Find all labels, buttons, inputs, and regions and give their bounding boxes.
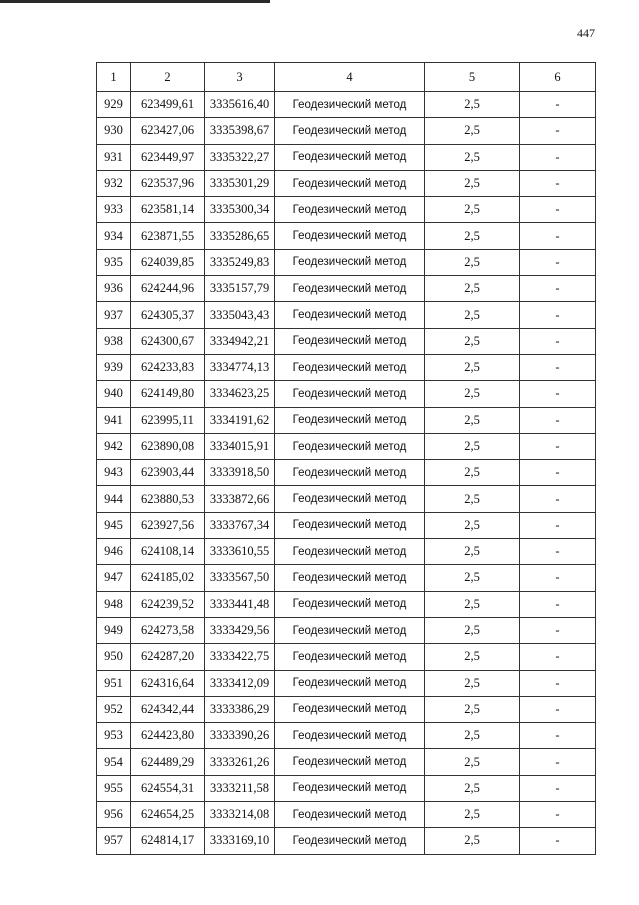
method-cell: Геодезический метод: [275, 486, 425, 512]
table-row: [97, 670, 596, 696]
y-coordinate-cell: 3335301,29: [205, 170, 275, 196]
accuracy-cell: 2,5: [425, 197, 520, 223]
method-cell: Геодезический метод: [275, 433, 425, 459]
x-coordinate-cell: 623449,97: [131, 144, 205, 170]
accuracy-cell: 2,5: [425, 644, 520, 670]
method-cell: Геодезический метод: [275, 92, 425, 118]
x-coordinate-cell: 624244,96: [131, 276, 205, 302]
accuracy-cell: 2,5: [425, 670, 520, 696]
table-header-row: [97, 63, 596, 92]
y-coordinate-cell: 3333918,50: [205, 460, 275, 486]
method-cell: Геодезический метод: [275, 591, 425, 617]
x-coordinate-cell: 624305,37: [131, 302, 205, 328]
point-number-cell: 942: [97, 433, 131, 459]
point-number-cell: 931: [97, 144, 131, 170]
note-cell: -: [520, 144, 596, 170]
table-row: [97, 249, 596, 275]
accuracy-cell: 2,5: [425, 775, 520, 801]
method-cell: Геодезический метод: [275, 460, 425, 486]
method-cell: Геодезический метод: [275, 223, 425, 249]
note-cell: -: [520, 197, 596, 223]
accuracy-cell: 2,5: [425, 486, 520, 512]
x-coordinate-cell: 624814,17: [131, 828, 205, 854]
point-number-cell: 956: [97, 802, 131, 828]
point-number-cell: 936: [97, 276, 131, 302]
column-header-6: 6: [520, 63, 596, 92]
method-cell: Геодезический метод: [275, 539, 425, 565]
point-number-cell: 943: [97, 460, 131, 486]
accuracy-cell: 2,5: [425, 249, 520, 275]
x-coordinate-cell: 624233,83: [131, 354, 205, 380]
note-cell: -: [520, 828, 596, 854]
x-coordinate-cell: 623427,06: [131, 118, 205, 144]
accuracy-cell: 2,5: [425, 696, 520, 722]
x-coordinate-cell: 623871,55: [131, 223, 205, 249]
note-cell: -: [520, 802, 596, 828]
method-cell: Геодезический метод: [275, 302, 425, 328]
method-cell: Геодезический метод: [275, 749, 425, 775]
table-row: [97, 539, 596, 565]
column-header-2: 2: [131, 63, 205, 92]
x-coordinate-cell: 623890,08: [131, 433, 205, 459]
table-row: [97, 328, 596, 354]
table-row: [97, 144, 596, 170]
table-row: [97, 381, 596, 407]
point-number-cell: 957: [97, 828, 131, 854]
table-row: [97, 644, 596, 670]
page-number: 447: [577, 26, 595, 40]
note-cell: -: [520, 696, 596, 722]
accuracy-cell: 2,5: [425, 512, 520, 538]
y-coordinate-cell: 3333211,58: [205, 775, 275, 801]
point-number-cell: 937: [97, 302, 131, 328]
method-cell: Геодезический метод: [275, 328, 425, 354]
note-cell: -: [520, 512, 596, 538]
table-row: [97, 223, 596, 249]
y-coordinate-cell: 3333767,34: [205, 512, 275, 538]
y-coordinate-cell: 3335249,83: [205, 249, 275, 275]
accuracy-cell: 2,5: [425, 723, 520, 749]
point-number-cell: 940: [97, 381, 131, 407]
y-coordinate-cell: 3334623,25: [205, 381, 275, 407]
method-cell: Геодезический метод: [275, 670, 425, 696]
x-coordinate-cell: 624300,67: [131, 328, 205, 354]
table-row: [97, 433, 596, 459]
point-number-cell: 950: [97, 644, 131, 670]
x-coordinate-cell: 624654,25: [131, 802, 205, 828]
x-coordinate-cell: 624316,64: [131, 670, 205, 696]
x-coordinate-cell: 624273,58: [131, 617, 205, 643]
accuracy-cell: 2,5: [425, 170, 520, 196]
table-row: [97, 775, 596, 801]
x-coordinate-cell: 623880,53: [131, 486, 205, 512]
y-coordinate-cell: 3335157,79: [205, 276, 275, 302]
point-number-cell: 933: [97, 197, 131, 223]
point-number-cell: 938: [97, 328, 131, 354]
point-number-cell: 945: [97, 512, 131, 538]
point-number-cell: 930: [97, 118, 131, 144]
x-coordinate-cell: 624185,02: [131, 565, 205, 591]
method-cell: Геодезический метод: [275, 723, 425, 749]
method-cell: Геодезический метод: [275, 802, 425, 828]
y-coordinate-cell: 3335043,43: [205, 302, 275, 328]
table-row: [97, 696, 596, 722]
note-cell: -: [520, 775, 596, 801]
column-header-3: 3: [205, 63, 275, 92]
accuracy-cell: 2,5: [425, 144, 520, 170]
point-number-cell: 947: [97, 565, 131, 591]
point-number-cell: 932: [97, 170, 131, 196]
x-coordinate-cell: 624039,85: [131, 249, 205, 275]
table-row: [97, 92, 596, 118]
method-cell: Геодезический метод: [275, 565, 425, 591]
coordinates-table: [96, 62, 596, 855]
note-cell: -: [520, 433, 596, 459]
x-coordinate-cell: 623903,44: [131, 460, 205, 486]
table-row: [97, 565, 596, 591]
x-coordinate-cell: 624423,80: [131, 723, 205, 749]
y-coordinate-cell: 3333872,66: [205, 486, 275, 512]
column-header-4: 4: [275, 63, 425, 92]
x-coordinate-cell: 623499,61: [131, 92, 205, 118]
point-number-cell: 934: [97, 223, 131, 249]
y-coordinate-cell: 3334942,21: [205, 328, 275, 354]
accuracy-cell: 2,5: [425, 539, 520, 565]
note-cell: -: [520, 170, 596, 196]
x-coordinate-cell: 623927,56: [131, 512, 205, 538]
x-coordinate-cell: 624489,29: [131, 749, 205, 775]
table-row: [97, 512, 596, 538]
x-coordinate-cell: 624342,44: [131, 696, 205, 722]
table-row: [97, 749, 596, 775]
note-cell: -: [520, 92, 596, 118]
y-coordinate-cell: 3333390,26: [205, 723, 275, 749]
note-cell: -: [520, 644, 596, 670]
point-number-cell: 953: [97, 723, 131, 749]
note-cell: -: [520, 118, 596, 144]
note-cell: -: [520, 591, 596, 617]
point-number-cell: 954: [97, 749, 131, 775]
accuracy-cell: 2,5: [425, 118, 520, 144]
top-rule: [0, 0, 270, 3]
accuracy-cell: 2,5: [425, 354, 520, 380]
note-cell: -: [520, 617, 596, 643]
accuracy-cell: 2,5: [425, 460, 520, 486]
y-coordinate-cell: 3335300,34: [205, 197, 275, 223]
method-cell: Геодезический метод: [275, 144, 425, 170]
table-row: [97, 723, 596, 749]
table-row: [97, 302, 596, 328]
table-row: [97, 118, 596, 144]
note-cell: -: [520, 302, 596, 328]
y-coordinate-cell: 3335398,67: [205, 118, 275, 144]
y-coordinate-cell: 3333567,50: [205, 565, 275, 591]
y-coordinate-cell: 3335616,40: [205, 92, 275, 118]
table-row: [97, 170, 596, 196]
note-cell: -: [520, 723, 596, 749]
accuracy-cell: 2,5: [425, 433, 520, 459]
note-cell: -: [520, 407, 596, 433]
accuracy-cell: 2,5: [425, 749, 520, 775]
method-cell: Геодезический метод: [275, 617, 425, 643]
note-cell: -: [520, 565, 596, 591]
y-coordinate-cell: 3333386,29: [205, 696, 275, 722]
y-coordinate-cell: 3333214,08: [205, 802, 275, 828]
accuracy-cell: 2,5: [425, 302, 520, 328]
x-coordinate-cell: 623537,96: [131, 170, 205, 196]
x-coordinate-cell: 624287,20: [131, 644, 205, 670]
note-cell: -: [520, 276, 596, 302]
table-row: [97, 486, 596, 512]
y-coordinate-cell: 3334191,62: [205, 407, 275, 433]
method-cell: Геодезический метод: [275, 197, 425, 223]
method-cell: Геодезический метод: [275, 354, 425, 380]
accuracy-cell: 2,5: [425, 565, 520, 591]
note-cell: -: [520, 354, 596, 380]
method-cell: Геодезический метод: [275, 512, 425, 538]
method-cell: Геодезический метод: [275, 276, 425, 302]
point-number-cell: 948: [97, 591, 131, 617]
note-cell: -: [520, 381, 596, 407]
method-cell: Геодезический метод: [275, 775, 425, 801]
method-cell: Геодезический метод: [275, 118, 425, 144]
accuracy-cell: 2,5: [425, 802, 520, 828]
accuracy-cell: 2,5: [425, 617, 520, 643]
y-coordinate-cell: 3335286,65: [205, 223, 275, 249]
y-coordinate-cell: 3333169,10: [205, 828, 275, 854]
note-cell: -: [520, 486, 596, 512]
table-body: [97, 92, 596, 855]
table-row: [97, 460, 596, 486]
x-coordinate-cell: 624149,80: [131, 381, 205, 407]
method-cell: Геодезический метод: [275, 407, 425, 433]
method-cell: Геодезический метод: [275, 249, 425, 275]
x-coordinate-cell: 624239,52: [131, 591, 205, 617]
x-coordinate-cell: 624108,14: [131, 539, 205, 565]
accuracy-cell: 2,5: [425, 407, 520, 433]
note-cell: -: [520, 328, 596, 354]
note-cell: -: [520, 223, 596, 249]
method-cell: Геодезический метод: [275, 644, 425, 670]
y-coordinate-cell: 3335322,27: [205, 144, 275, 170]
method-cell: Геодезический метод: [275, 696, 425, 722]
y-coordinate-cell: 3333261,26: [205, 749, 275, 775]
point-number-cell: 946: [97, 539, 131, 565]
point-number-cell: 939: [97, 354, 131, 380]
point-number-cell: 952: [97, 696, 131, 722]
y-coordinate-cell: 3333412,09: [205, 670, 275, 696]
column-header-1: 1: [97, 63, 131, 92]
point-number-cell: 949: [97, 617, 131, 643]
point-number-cell: 935: [97, 249, 131, 275]
accuracy-cell: 2,5: [425, 328, 520, 354]
accuracy-cell: 2,5: [425, 276, 520, 302]
column-header-5: 5: [425, 63, 520, 92]
point-number-cell: 944: [97, 486, 131, 512]
y-coordinate-cell: 3333422,75: [205, 644, 275, 670]
method-cell: Геодезический метод: [275, 828, 425, 854]
accuracy-cell: 2,5: [425, 591, 520, 617]
note-cell: -: [520, 249, 596, 275]
point-number-cell: 929: [97, 92, 131, 118]
accuracy-cell: 2,5: [425, 381, 520, 407]
accuracy-cell: 2,5: [425, 223, 520, 249]
point-number-cell: 951: [97, 670, 131, 696]
x-coordinate-cell: 624554,31: [131, 775, 205, 801]
x-coordinate-cell: 623581,14: [131, 197, 205, 223]
method-cell: Геодезический метод: [275, 170, 425, 196]
note-cell: -: [520, 749, 596, 775]
y-coordinate-cell: 3334015,91: [205, 433, 275, 459]
note-cell: -: [520, 539, 596, 565]
y-coordinate-cell: 3334774,13: [205, 354, 275, 380]
note-cell: -: [520, 460, 596, 486]
x-coordinate-cell: 623995,11: [131, 407, 205, 433]
point-number-cell: 941: [97, 407, 131, 433]
accuracy-cell: 2,5: [425, 92, 520, 118]
table-row: [97, 802, 596, 828]
method-cell: Геодезический метод: [275, 381, 425, 407]
y-coordinate-cell: 3333441,48: [205, 591, 275, 617]
table-row: [97, 591, 596, 617]
y-coordinate-cell: 3333429,56: [205, 617, 275, 643]
point-number-cell: 955: [97, 775, 131, 801]
table-row: [97, 828, 596, 854]
table-row: [97, 354, 596, 380]
accuracy-cell: 2,5: [425, 828, 520, 854]
table-row: [97, 617, 596, 643]
table-row: [97, 276, 596, 302]
y-coordinate-cell: 3333610,55: [205, 539, 275, 565]
table-row: [97, 407, 596, 433]
note-cell: -: [520, 670, 596, 696]
table-row: [97, 197, 596, 223]
